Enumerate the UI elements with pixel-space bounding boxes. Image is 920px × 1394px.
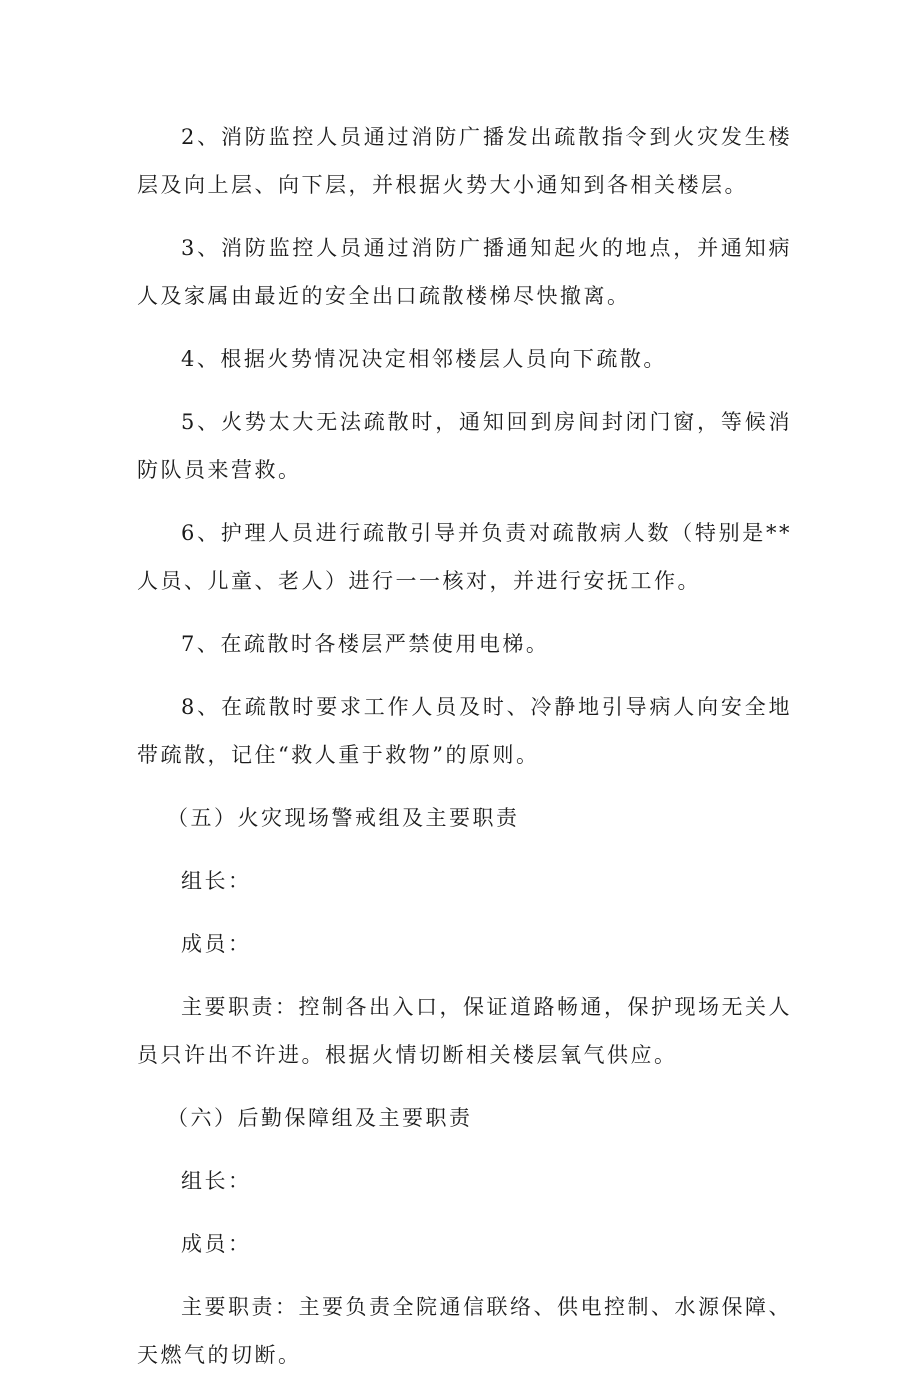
logistics-group-members-label: 成员： [181, 1232, 252, 1256]
document-body [137, 113, 792, 1394]
guard-group-duties: 主要职责：控制各出入口，保证道路畅通，保护现场无关人员只许出不许进。根据火情切断相关楼层氧气供应。 [137, 995, 792, 1067]
logistics-group-duties: 主要职责：主要负责全院通信联络、供电控制、水源保障、天燃气的切断。 [137, 1295, 792, 1367]
paragraph-item-2: 2、消防监控人员通过消防广播发出疏散指令到火灾发生楼层及向上层、向下层，并根据火势大小通知到各相关楼层。 [137, 125, 792, 197]
paragraph-item-7: 7、在疏散时各楼层严禁使用电梯。 [181, 632, 550, 656]
logistics-group-leader-label: 组长： [181, 1169, 252, 1193]
section-heading-logistics-group: （六）后勤保障组及主要职责 [167, 1106, 473, 1130]
paragraph-item-4: 4、根据火势情况决定相邻楼层人员向下疏散。 [181, 347, 667, 371]
paragraph-item-5: 5、火势太大无法疏散时，通知回到房间封闭门窗，等候消防队员来营救。 [137, 410, 792, 482]
guard-group-members-label: 成员： [181, 932, 252, 956]
paragraph-item-3: 3、消防监控人员通过消防广播通知起火的地点，并通知病人及家属由最近的安全出口疏散楼梯尽快撤离。 [137, 236, 792, 308]
paragraph-item-6: 6、护理人员进行疏散引导并负责对疏散病人数（特别是**人员、儿童、老人）进行一一核对，并进行安抚工作。 [137, 521, 792, 593]
section-heading-guard-group: （五）火灾现场警戒组及主要职责 [167, 806, 520, 830]
guard-group-leader-label: 组长： [181, 869, 252, 893]
paragraph-item-8: 8、在疏散时要求工作人员及时、冷静地引导病人向安全地带疏散，记住“救人重于救物”的原则。 [137, 695, 792, 767]
